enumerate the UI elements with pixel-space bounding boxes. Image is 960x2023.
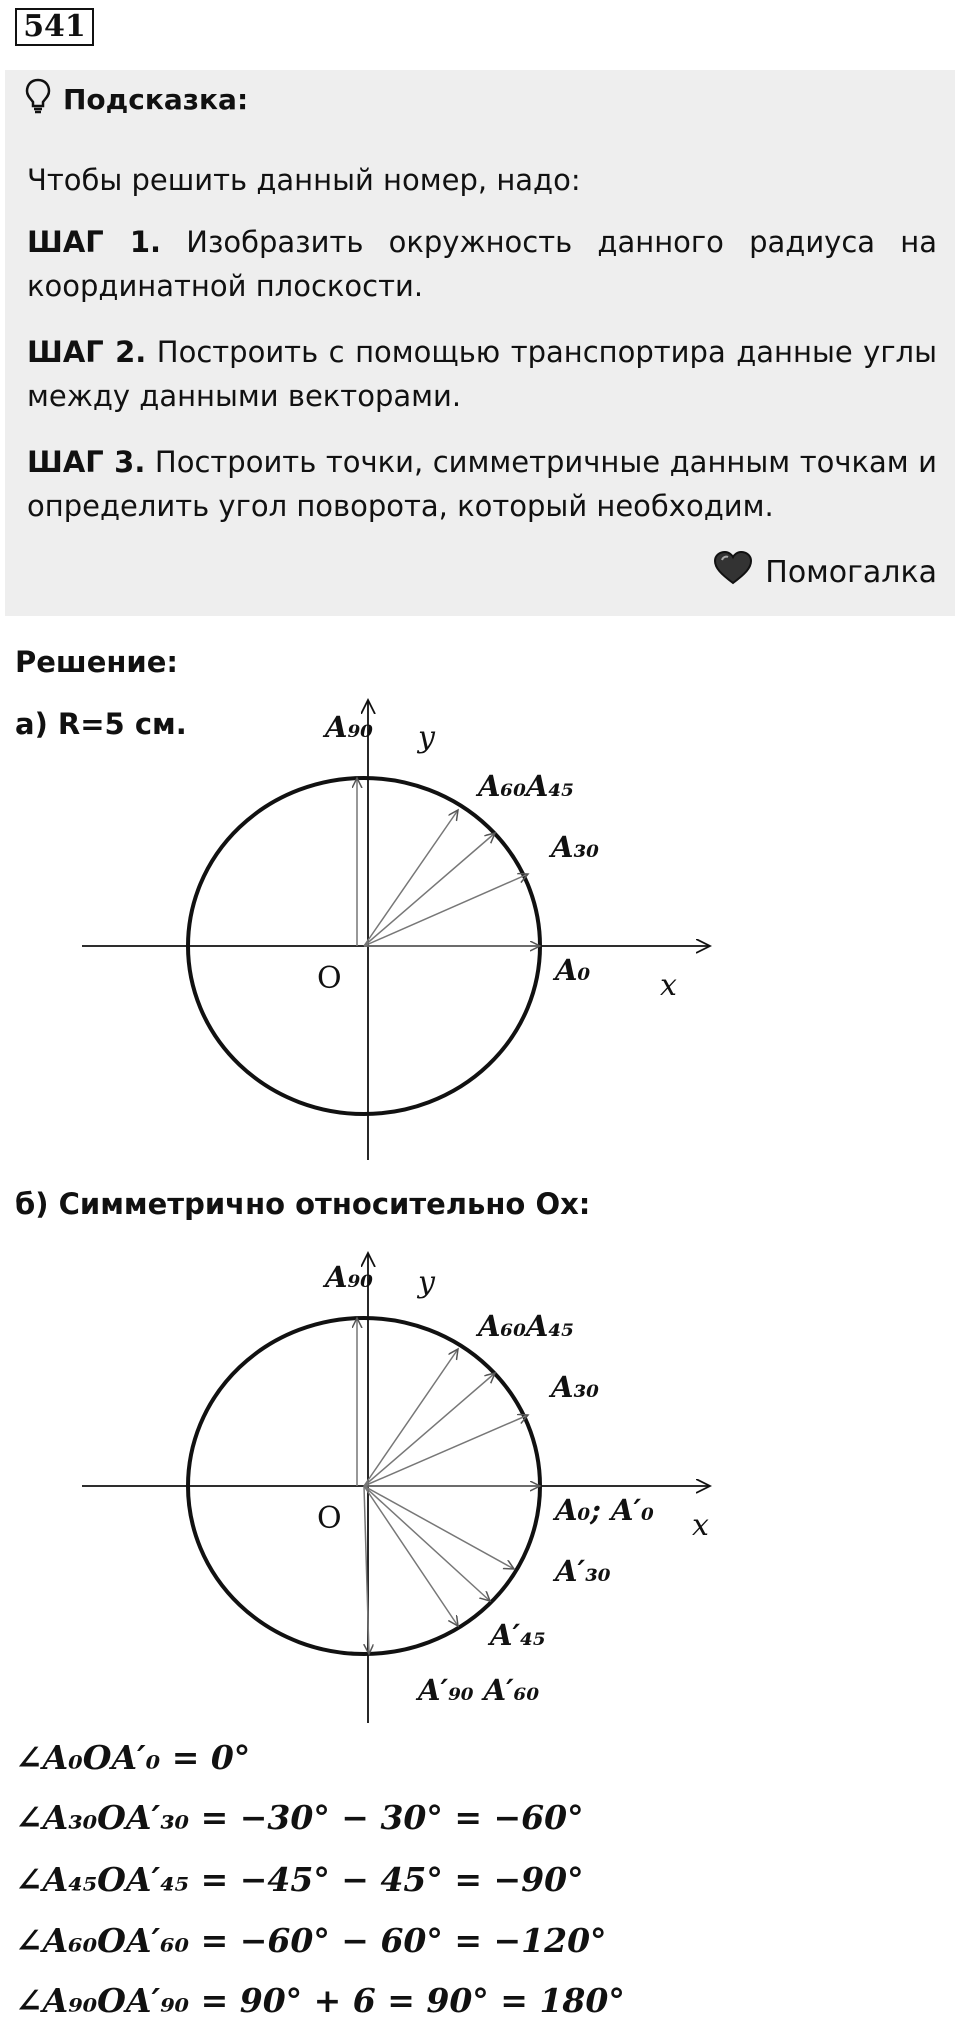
label-y: y [418, 720, 435, 755]
formula-a90: ∠A₉₀OA′₉₀ = 90° + 6 = 90° = 180° [15, 1981, 625, 2020]
brand-link[interactable] [713, 550, 937, 594]
label-a0: A₀ [555, 953, 591, 987]
label-a90-prime-a60-prime: A′₉₀ A′₆₀ [418, 1673, 540, 1707]
label-x: x [692, 1508, 709, 1543]
label-a0-a0-prime: A₀; A′₀ [555, 1493, 654, 1527]
formula-a0: ∠A₀OA′₀ = 0° [15, 1738, 251, 1777]
formula-a30: ∠A₃₀OA′₃₀ = −30° − 30° = −60° [15, 1798, 584, 1837]
label-origin: O [317, 1501, 342, 1536]
hint-step-1 [27, 220, 937, 308]
part-a-label: а) R=5 см. [15, 707, 187, 741]
label-y: y [418, 1265, 435, 1300]
lightbulb-icon [25, 78, 51, 121]
step-text: Изобразить окружность данного радиуса на координатной плоскости. [27, 225, 937, 303]
heart-icon [713, 550, 753, 594]
label-a30: A₃₀ [551, 1370, 599, 1404]
formula-a60: ∠A₆₀OA′₆₀ = −60° − 60° = −120° [15, 1921, 607, 1960]
label-a60-a45: A₆₀A₄₅ [478, 1309, 574, 1343]
step-text: Построить с помощью транспортира данные углы между данными векторами. [27, 335, 937, 413]
vector-a60-prime [364, 1486, 458, 1626]
hint-panel [5, 70, 955, 616]
hint-step-2 [27, 330, 937, 418]
step-label: ШАГ 3. [27, 445, 146, 479]
label-a30: A₃₀ [551, 830, 599, 864]
brand-label: Помогалка [765, 554, 937, 590]
solution-title: Решение: [15, 645, 179, 679]
problem-number: 541 [15, 8, 94, 46]
label-a45-prime: A′₄₅ [490, 1618, 546, 1652]
step-label: ШАГ 2. [27, 335, 147, 369]
circle-figure-a [0, 690, 960, 1170]
step-text: Построить точки, симметричные данным точкам и определить угол поворота, который необходим. [27, 445, 938, 523]
formula-a45: ∠A₄₅OA′₄₅ = −45° − 45° = −90° [15, 1860, 584, 1899]
hint-step-3 [27, 440, 937, 528]
label-x: x [660, 968, 677, 1003]
hint-title: Подсказка: [63, 83, 249, 116]
hint-intro: Чтобы решить данный номер, надо: [27, 163, 581, 197]
circle-figure-b [0, 1245, 960, 1725]
step-label: ШАГ 1. [27, 225, 162, 259]
vector-a45-prime [364, 1486, 490, 1601]
hint-header [25, 78, 248, 121]
label-a60-a45: A₆₀A₄₅ [478, 769, 574, 803]
vector-a30-prime [364, 1486, 514, 1569]
label-origin: O [317, 961, 342, 996]
label-a90: A₉₀ [325, 710, 373, 744]
label-a90: A₉₀ [325, 1260, 373, 1294]
part-b-label: б) Симметрично относительно Ox: [15, 1187, 591, 1221]
label-a30-prime: A′₃₀ [555, 1554, 611, 1588]
